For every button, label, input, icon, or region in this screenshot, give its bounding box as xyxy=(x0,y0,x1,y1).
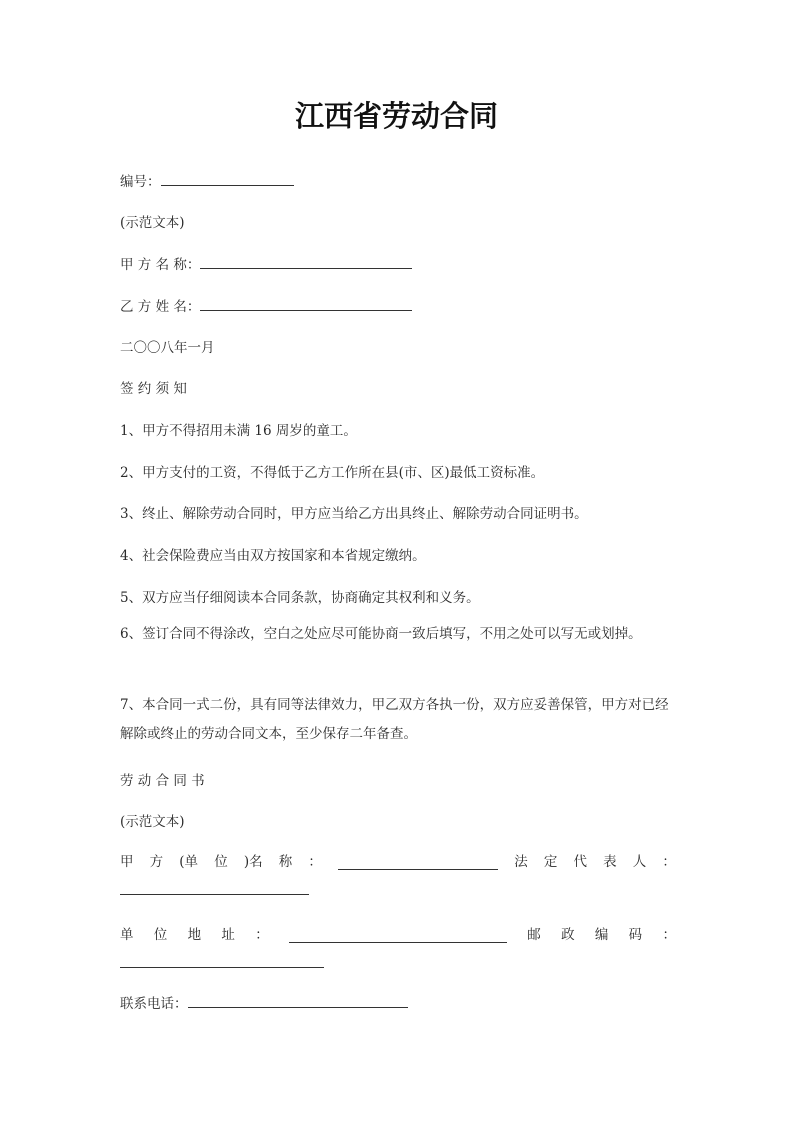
party-b-name-blank[interactable] xyxy=(200,298,412,311)
notice-item: 4、社会保险费应当由双方按国家和本省规定缴纳。 xyxy=(120,548,426,564)
notice-item: 6、签订合同不得涂改，空白之处应尽可能协商一致后填写，不用之处可以写无或划掉。 xyxy=(120,626,642,642)
field-char: 位 xyxy=(153,927,168,943)
party-a-name-blank[interactable] xyxy=(200,256,412,269)
field-char: 人 xyxy=(632,854,647,870)
field-char: ： xyxy=(662,854,676,870)
field-char: ： xyxy=(308,854,322,870)
contract-number-blank[interactable] xyxy=(161,173,294,186)
field-char: 代 xyxy=(573,854,587,870)
field-char: 甲 xyxy=(120,854,134,870)
field-char: 定 xyxy=(543,854,558,870)
field-char: 称 xyxy=(278,854,293,870)
field-char: 编 xyxy=(594,927,609,943)
model-text-label-2: (示范文本) xyxy=(120,814,185,830)
field-char: 单 xyxy=(120,927,134,943)
legal-rep-blank[interactable] xyxy=(120,882,309,895)
field-char: )名 xyxy=(243,854,263,870)
party-b-name-row xyxy=(120,295,412,315)
employer-address-blank[interactable] xyxy=(289,930,507,943)
employer-address-row xyxy=(120,923,676,943)
notice-item: 7、本合同一式二份，具有同等法律效力，甲乙双方各执一份，双方应妥善保管，甲方对已经解除或终止的劳动合同文本，至少保存二年备查。 xyxy=(120,697,669,742)
field-char: 邮 xyxy=(527,927,541,943)
document-title: 江西省劳动合同 xyxy=(294,99,498,133)
field-char: 码 xyxy=(628,927,643,943)
phone-blank[interactable] xyxy=(188,995,408,1008)
field-char: (单 xyxy=(179,854,199,870)
field-char: 表 xyxy=(603,854,617,870)
contract-heading: 劳 动 合 同 书 xyxy=(120,773,205,789)
field-char: 地 xyxy=(187,927,202,943)
employer-name-blank[interactable] xyxy=(338,857,498,870)
postcode-blank[interactable] xyxy=(120,955,324,968)
postcode-blank-row xyxy=(120,955,324,972)
field-char: 方 xyxy=(149,854,164,870)
field-char: 政 xyxy=(561,927,575,943)
field-char: ： xyxy=(662,927,676,943)
document-date: 二〇〇八年一月 xyxy=(120,340,215,356)
phone-row xyxy=(120,992,408,1012)
notice-item: 5、双方应当仔细阅读本合同条款，协商确定其权利和义务。 xyxy=(120,590,480,606)
legal-rep-blank-row xyxy=(120,882,309,899)
field-char: ： xyxy=(255,927,269,943)
party-a-name-row xyxy=(120,253,412,273)
field-char: 法 xyxy=(514,854,528,870)
employer-name-row xyxy=(120,850,676,870)
field-char: 位 xyxy=(214,854,228,870)
notice-item: 2、甲方支付的工资，不得低于乙方工作所在县(市、区)最低工资标准。 xyxy=(120,465,545,481)
notice-item: 1、甲方不得招用未满 16 周岁的童工。 xyxy=(120,423,357,439)
phone-label: 联系电话： xyxy=(120,996,188,1012)
contract-number-label: 编号： xyxy=(120,174,161,190)
party-b-name-label: 乙 方 姓 名： xyxy=(120,299,201,315)
notice-heading: 签 约 须 知 xyxy=(120,381,187,397)
model-text-label: (示范文本) xyxy=(120,215,185,231)
party-a-name-label: 甲 方 名 称： xyxy=(120,257,201,273)
notice-item: 3、终止、解除劳动合同时，甲方应当给乙方出具终止、解除劳动合同证明书。 xyxy=(120,506,588,522)
contract-number-row xyxy=(120,170,294,190)
field-char: 址 xyxy=(221,927,235,943)
